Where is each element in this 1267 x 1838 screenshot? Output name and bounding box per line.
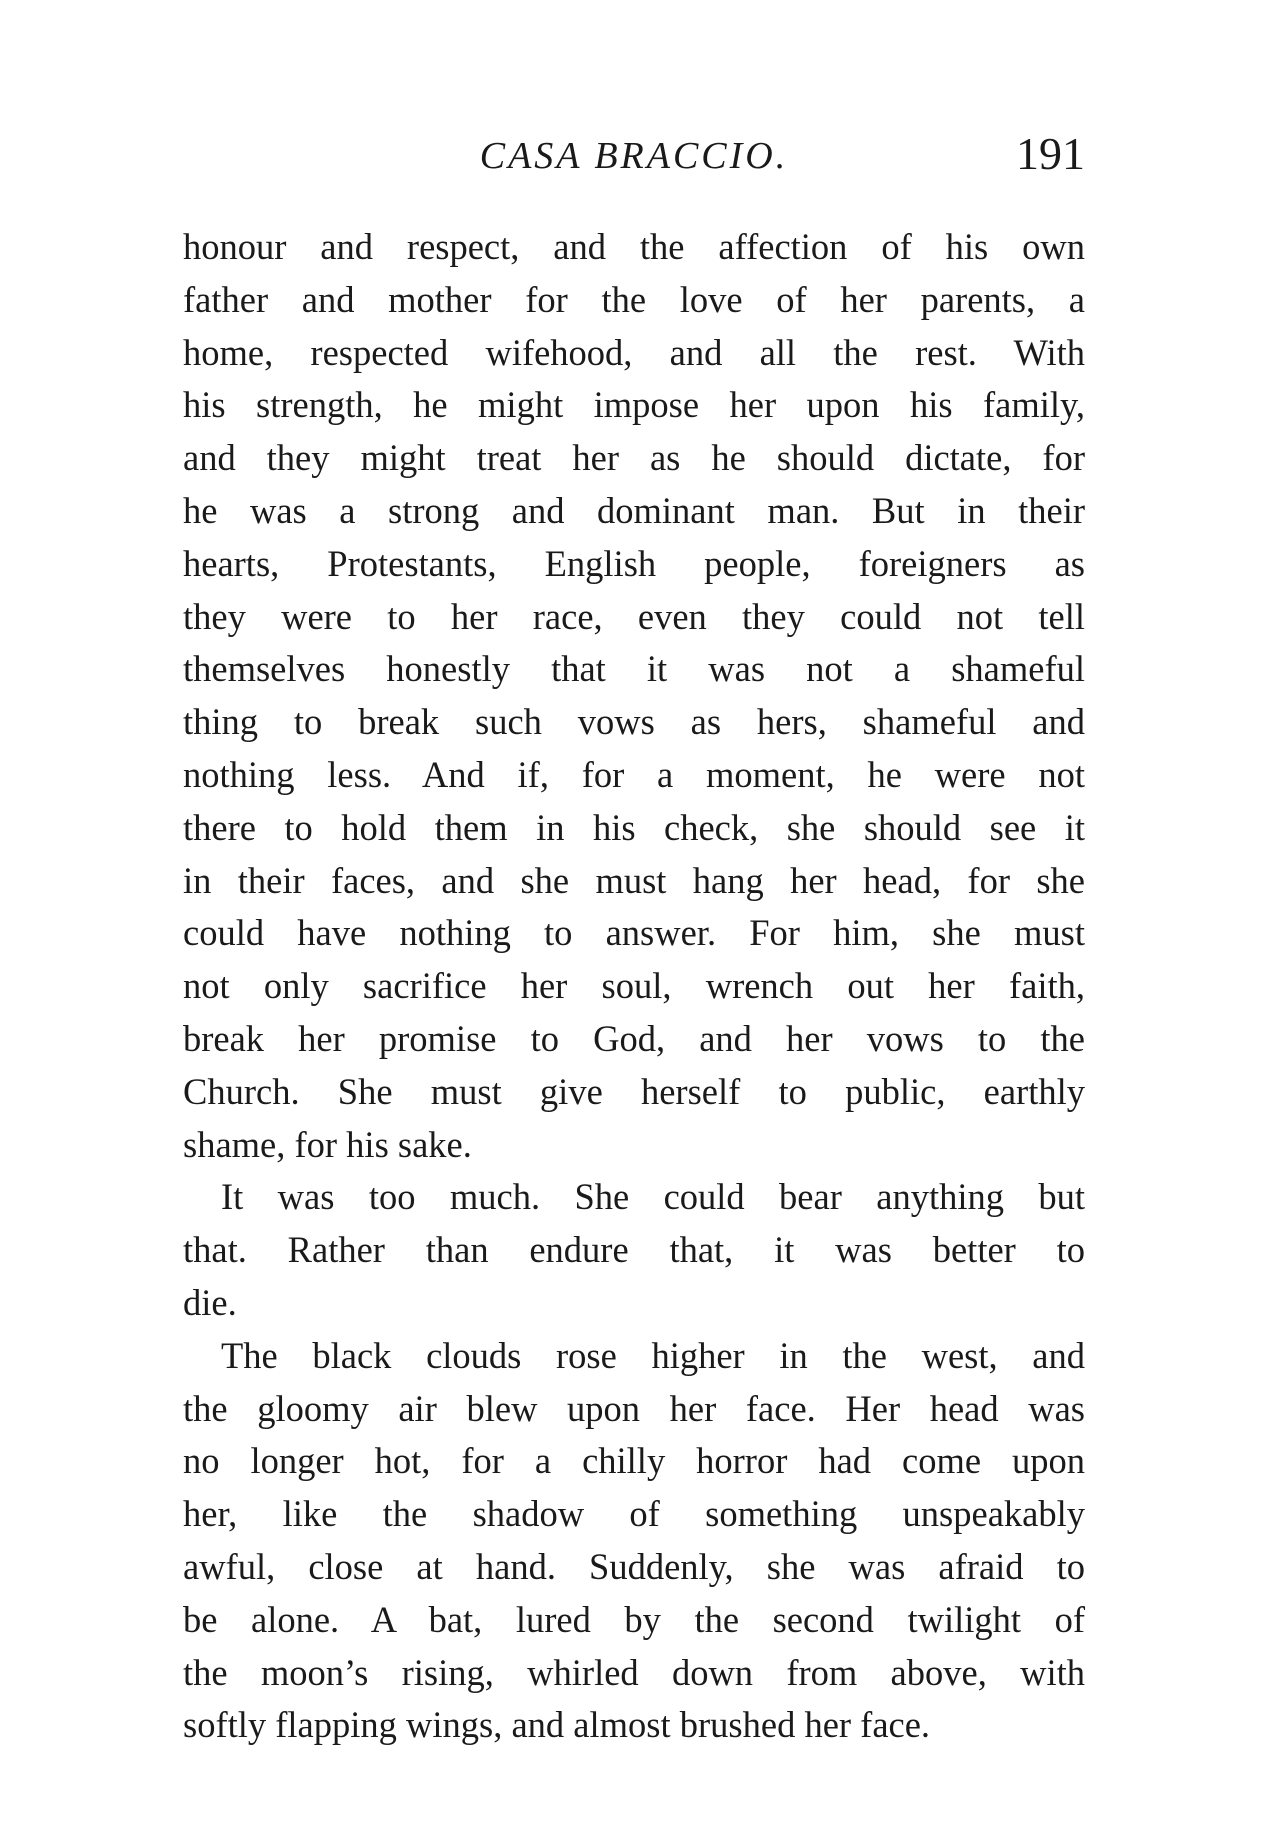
paragraph-2: [183, 1171, 1085, 1329]
text-line: his strength, he might impose her upon his family,: [183, 384, 1085, 426]
text-line: honour and respect, and the affection of his own: [183, 226, 1085, 267]
text-line: father and mother for the love of her parents, a: [183, 278, 1085, 320]
text-line: home, respected wifehood, and all the rest. With: [183, 331, 1085, 373]
text-line: there to hold them in his check, she should see it: [183, 806, 1085, 848]
text-line: not only sacrifice her soul, wrench out her faith,: [183, 965, 1085, 1007]
text-line: that. Rather than endure that, it was better to: [183, 1229, 1085, 1271]
text-line: hearts, Protestants, English people, foreigners as: [183, 542, 1085, 584]
text-line: he was a strong and dominant man. But in their: [183, 489, 1085, 531]
body-text: [183, 221, 1085, 1752]
text-line: Church. She must give herself to public, earthly: [183, 1070, 1085, 1112]
text-line: and they might treat her as he should dictate, for: [183, 437, 1085, 479]
running-title: CASA BRACCIO.: [479, 135, 789, 177]
text-line: in their faces, and she must hang her head, for she: [183, 859, 1085, 901]
text-line: her, like the shadow of something unspeakably: [183, 1493, 1085, 1535]
text-line: they were to her race, even they could not tell: [183, 595, 1085, 637]
text-line: nothing less. And if, for a moment, he were not: [183, 753, 1085, 795]
text-line: could have nothing to answer. For him, she must: [183, 912, 1085, 954]
page-number: 191: [1016, 128, 1085, 179]
text-line: It was too much. She could bear anything but: [221, 1176, 1085, 1218]
text-line: die.: [183, 1281, 237, 1323]
text-line: awful, close at hand. Suddenly, she was afraid to: [183, 1545, 1085, 1587]
text-line: the gloomy air blew upon her face. Her head was: [183, 1387, 1085, 1429]
text-line: break her promise to God, and her vows to the: [183, 1017, 1085, 1059]
text-line: The black clouds rose higher in the west, and: [221, 1334, 1085, 1376]
text-line: themselves honestly that it was not a shameful: [183, 648, 1085, 690]
running-head: [183, 128, 1085, 188]
paragraph-1: [183, 221, 1085, 1171]
text-line: thing to break such vows as hers, shameful and: [183, 701, 1085, 743]
paragraph-3: [183, 1330, 1085, 1752]
text-line: be alone. A bat, lured by the second twilight of: [183, 1598, 1085, 1640]
text-line: no longer hot, for a chilly horror had come upon: [183, 1440, 1085, 1482]
text-line: shame, for his sake.: [183, 1123, 472, 1165]
text-line: softly flapping wings, and almost brushed her face.: [183, 1704, 931, 1746]
text-line: the moon’s rising, whirled down from above, with: [183, 1651, 1085, 1693]
